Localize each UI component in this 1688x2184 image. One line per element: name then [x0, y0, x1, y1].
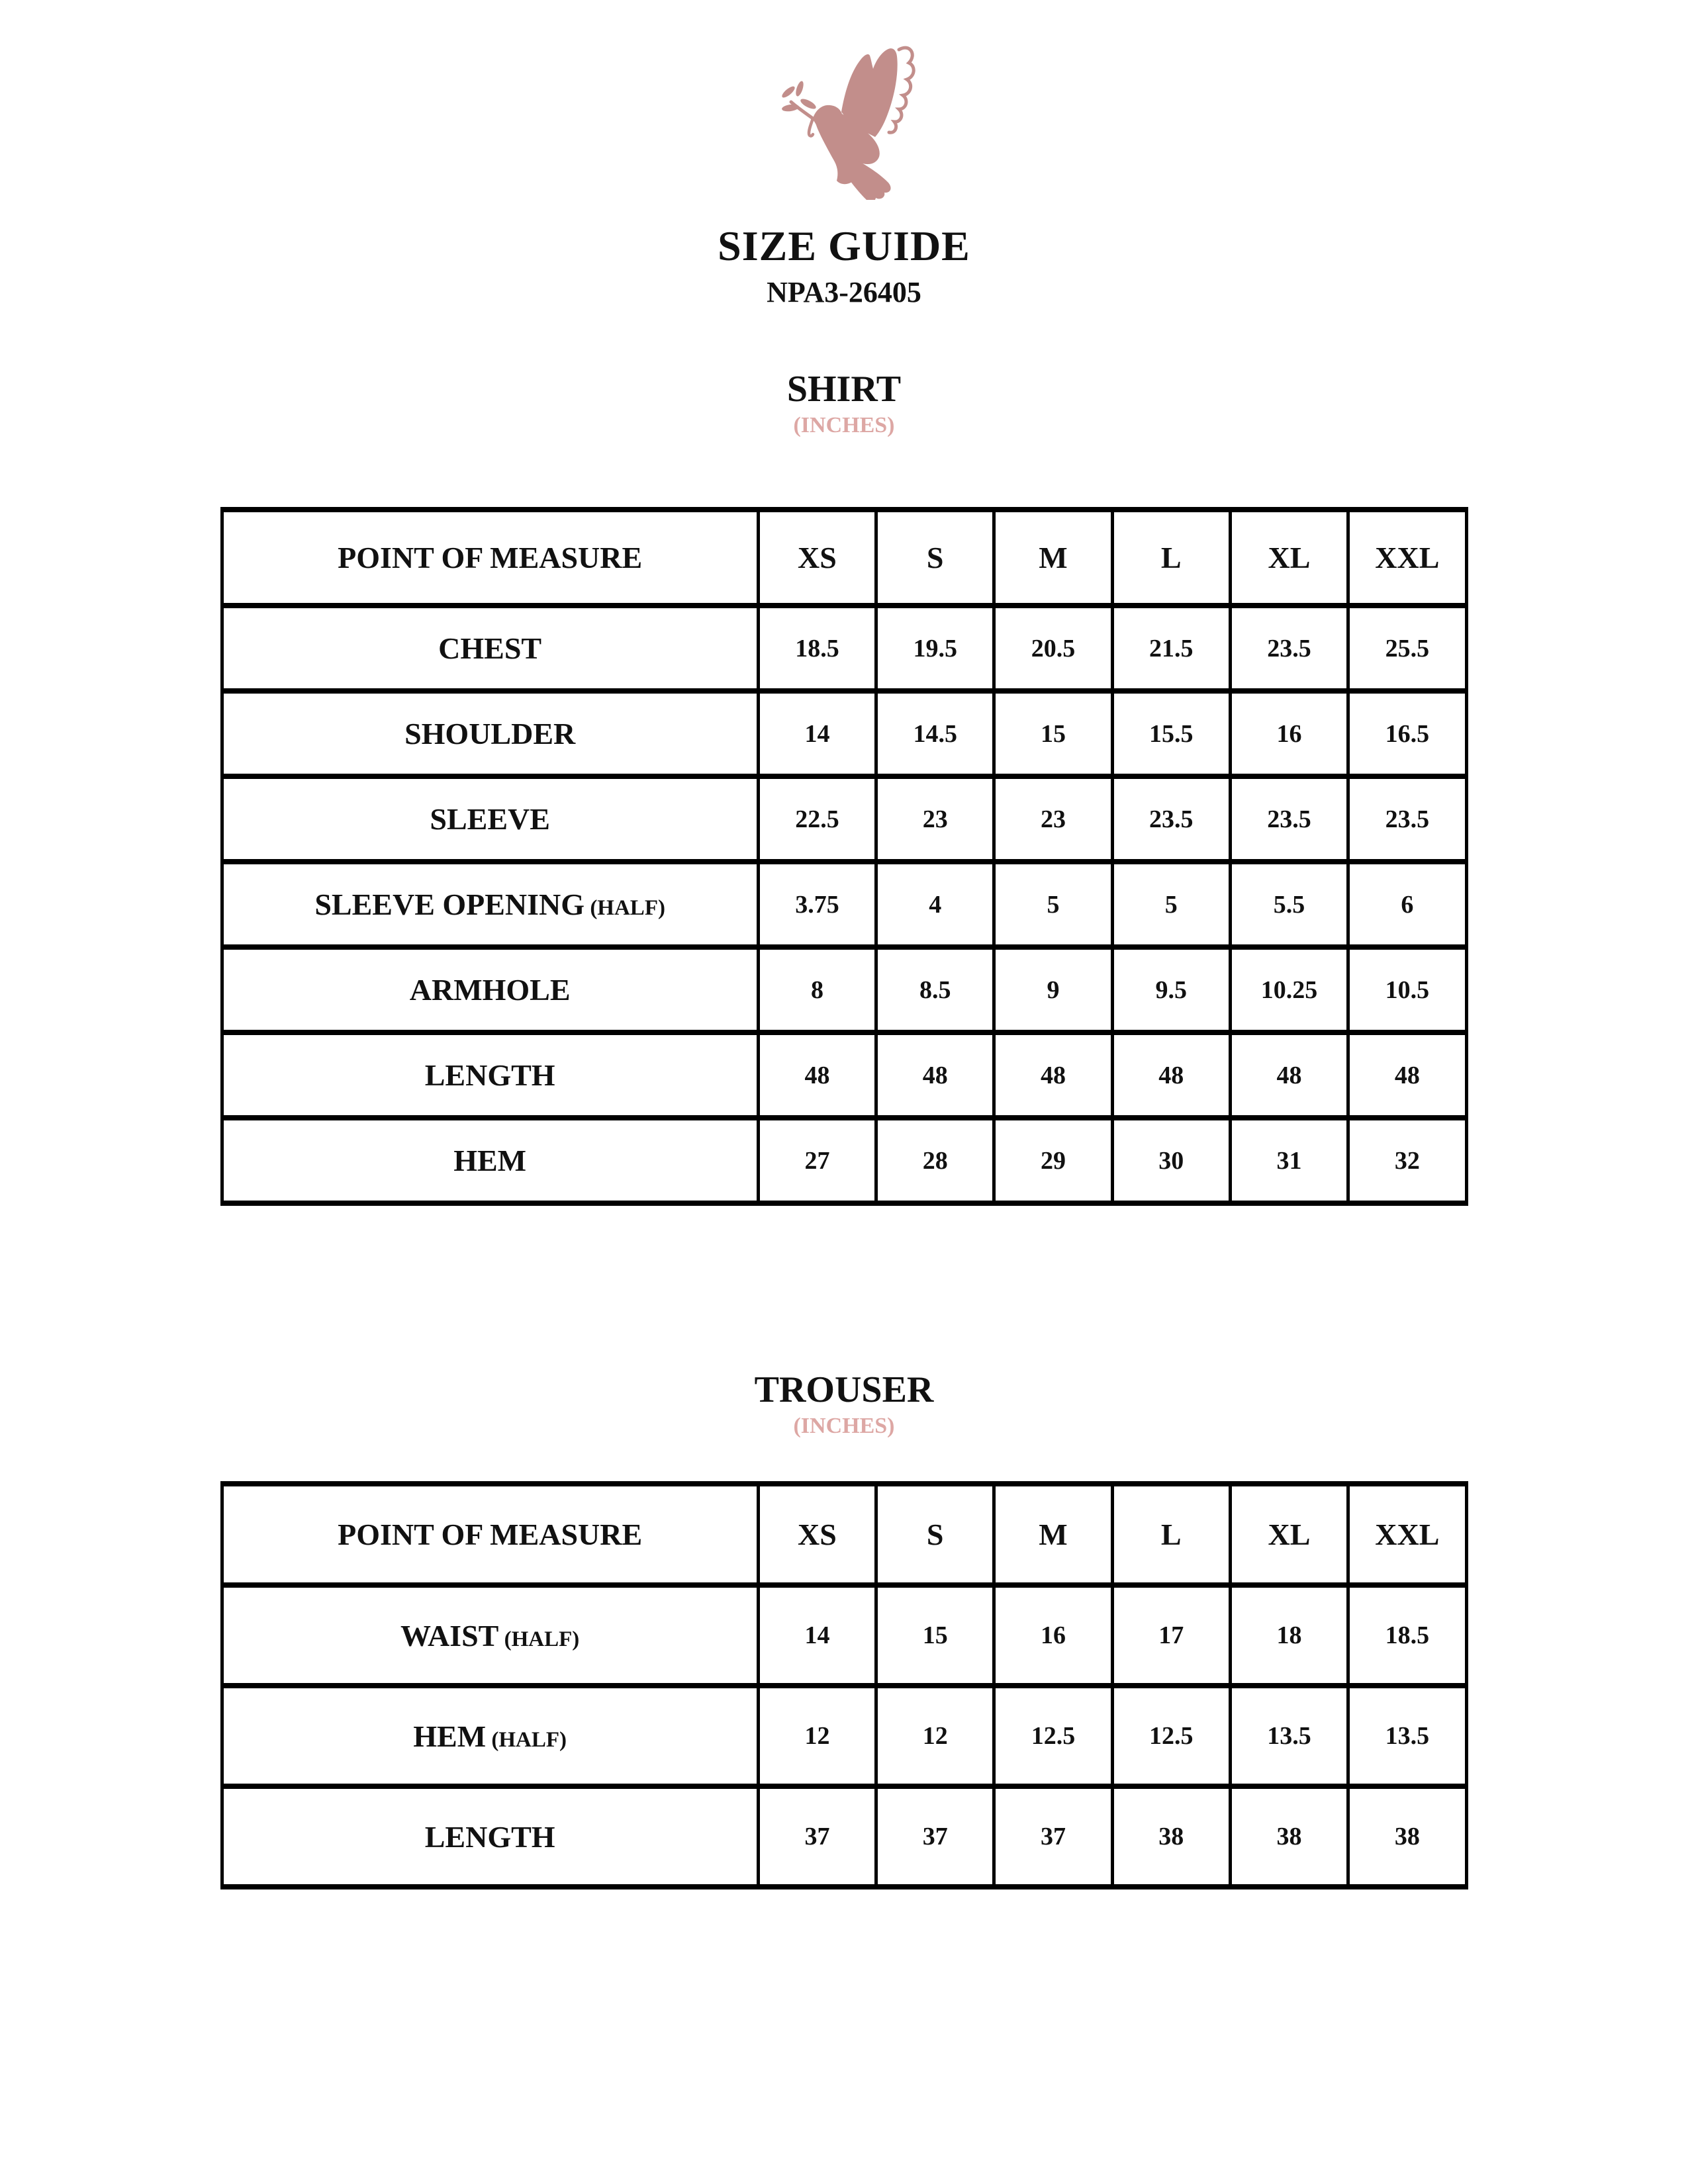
size-value: 48: [1230, 1032, 1348, 1118]
measure-label-text: SHOULDER: [404, 717, 576, 751]
measure-row: [222, 776, 1466, 862]
measure-label-text: SLEEVE OPENING: [314, 887, 585, 921]
size-value: 12.5: [994, 1686, 1112, 1786]
size-value: 8.5: [876, 947, 994, 1032]
measure-label: [222, 1786, 758, 1887]
measure-row: [222, 947, 1466, 1032]
trouser-size-table: [220, 1481, 1468, 1889]
measure-row: [222, 862, 1466, 947]
size-value: 15: [994, 691, 1112, 776]
size-column-header: XL: [1230, 1484, 1348, 1585]
size-column-header: L: [1112, 510, 1230, 606]
measure-label: [222, 1032, 758, 1118]
size-value: 22.5: [758, 776, 876, 862]
measure-note: (HALF): [486, 1727, 567, 1752]
measure-label-text: HEM: [453, 1144, 527, 1177]
size-value: 31: [1230, 1118, 1348, 1203]
size-value: 16.5: [1348, 691, 1466, 776]
size-column-header: S: [876, 1484, 994, 1585]
size-value: 23.5: [1112, 776, 1230, 862]
size-column-header: XS: [758, 510, 876, 606]
measure-label: [222, 606, 758, 691]
size-value: 5: [994, 862, 1112, 947]
trouser-unit-label: (INCHES): [793, 1414, 895, 1438]
measure-row: [222, 1686, 1466, 1786]
measure-note: (HALF): [585, 896, 665, 920]
size-value: 12: [758, 1686, 876, 1786]
dove-olive-branch-icon: [745, 33, 943, 200]
measure-label: [222, 862, 758, 947]
size-value: 10.25: [1230, 947, 1348, 1032]
measure-label: [222, 947, 758, 1032]
size-value: 23: [994, 776, 1112, 862]
size-value: 48: [1112, 1032, 1230, 1118]
size-value: 9: [994, 947, 1112, 1032]
size-value: 17: [1112, 1585, 1230, 1686]
size-value: 15.5: [1112, 691, 1230, 776]
measure-label-text: CHEST: [438, 631, 542, 665]
measure-label: [222, 1686, 758, 1786]
size-value: 10.5: [1348, 947, 1466, 1032]
measure-note: (HALF): [498, 1627, 580, 1651]
brand-logo: [745, 33, 943, 200]
size-value: 13.5: [1230, 1686, 1348, 1786]
size-value: 18.5: [1348, 1585, 1466, 1686]
measure-label-text: WAIST: [400, 1618, 499, 1653]
size-value: 38: [1230, 1786, 1348, 1887]
measure-label: [222, 776, 758, 862]
size-value: 9.5: [1112, 947, 1230, 1032]
size-value: 30: [1112, 1118, 1230, 1203]
measure-label-text: LENGTH: [424, 1819, 555, 1854]
measure-label-text: SLEEVE: [430, 802, 550, 836]
measure-label: [222, 691, 758, 776]
size-value: 48: [758, 1032, 876, 1118]
size-value: 13.5: [1348, 1686, 1466, 1786]
style-code: NPA3-26405: [767, 276, 921, 308]
measure-row: [222, 1786, 1466, 1887]
size-value: 5: [1112, 862, 1230, 947]
size-value: 32: [1348, 1118, 1466, 1203]
measure-row: [222, 1118, 1466, 1203]
size-value: 38: [1112, 1786, 1230, 1887]
page-title: SIZE GUIDE: [718, 222, 970, 269]
measure-label-text: HEM: [413, 1719, 487, 1753]
size-column-header: M: [994, 510, 1112, 606]
size-value: 18: [1230, 1585, 1348, 1686]
measure-row: [222, 1585, 1466, 1686]
header-row: [222, 1484, 1466, 1585]
size-value: 16: [1230, 691, 1348, 776]
size-value: 48: [994, 1032, 1112, 1118]
size-value: 19.5: [876, 606, 994, 691]
size-column-header: XXL: [1348, 1484, 1466, 1585]
header-row: [222, 510, 1466, 606]
size-value: 23.5: [1348, 776, 1466, 862]
size-value: 28: [876, 1118, 994, 1203]
shirt-section-title: SHIRT: [786, 369, 902, 410]
size-value: 27: [758, 1118, 876, 1203]
point-of-measure-header: POINT OF MEASURE: [222, 1484, 758, 1585]
measure-label: [222, 1585, 758, 1686]
size-column-header: XXL: [1348, 510, 1466, 606]
measure-label: [222, 1118, 758, 1203]
size-value: 14: [758, 691, 876, 776]
size-column-header: XL: [1230, 510, 1348, 606]
size-value: 48: [1348, 1032, 1466, 1118]
size-value: 4: [876, 862, 994, 947]
size-column-header: XS: [758, 1484, 876, 1585]
size-value: 12.5: [1112, 1686, 1230, 1786]
size-value: 18.5: [758, 606, 876, 691]
size-value: 6: [1348, 862, 1466, 947]
point-of-measure-header: POINT OF MEASURE: [222, 510, 758, 606]
size-column-header: S: [876, 510, 994, 606]
size-value: 20.5: [994, 606, 1112, 691]
measure-label-text: LENGTH: [424, 1058, 555, 1092]
size-value: 37: [758, 1786, 876, 1887]
size-value: 15: [876, 1585, 994, 1686]
section-trouser: [0, 1371, 1688, 1889]
size-value: 48: [876, 1032, 994, 1118]
trouser-section-title: TROUSER: [754, 1369, 934, 1410]
size-value: 12: [876, 1686, 994, 1786]
size-column-header: L: [1112, 1484, 1230, 1585]
size-value: 3.75: [758, 862, 876, 947]
section-shirt: [0, 371, 1688, 1206]
size-value: 38: [1348, 1786, 1466, 1887]
size-value: 14: [758, 1585, 876, 1686]
size-value: 25.5: [1348, 606, 1466, 691]
measure-label-text: ARMHOLE: [409, 973, 571, 1007]
size-column-header: M: [994, 1484, 1112, 1585]
size-value: 23.5: [1230, 776, 1348, 862]
size-value: 21.5: [1112, 606, 1230, 691]
size-value: 29: [994, 1118, 1112, 1203]
size-value: 14.5: [876, 691, 994, 776]
size-value: 16: [994, 1585, 1112, 1686]
size-value: 37: [876, 1786, 994, 1887]
shirt-size-table: [220, 507, 1468, 1206]
measure-row: [222, 691, 1466, 776]
size-value: 23: [876, 776, 994, 862]
size-value: 23.5: [1230, 606, 1348, 691]
measure-row: [222, 1032, 1466, 1118]
size-value: 37: [994, 1786, 1112, 1887]
measure-row: [222, 606, 1466, 691]
size-value: 5.5: [1230, 862, 1348, 947]
shirt-unit-label: (INCHES): [793, 413, 895, 437]
size-value: 8: [758, 947, 876, 1032]
